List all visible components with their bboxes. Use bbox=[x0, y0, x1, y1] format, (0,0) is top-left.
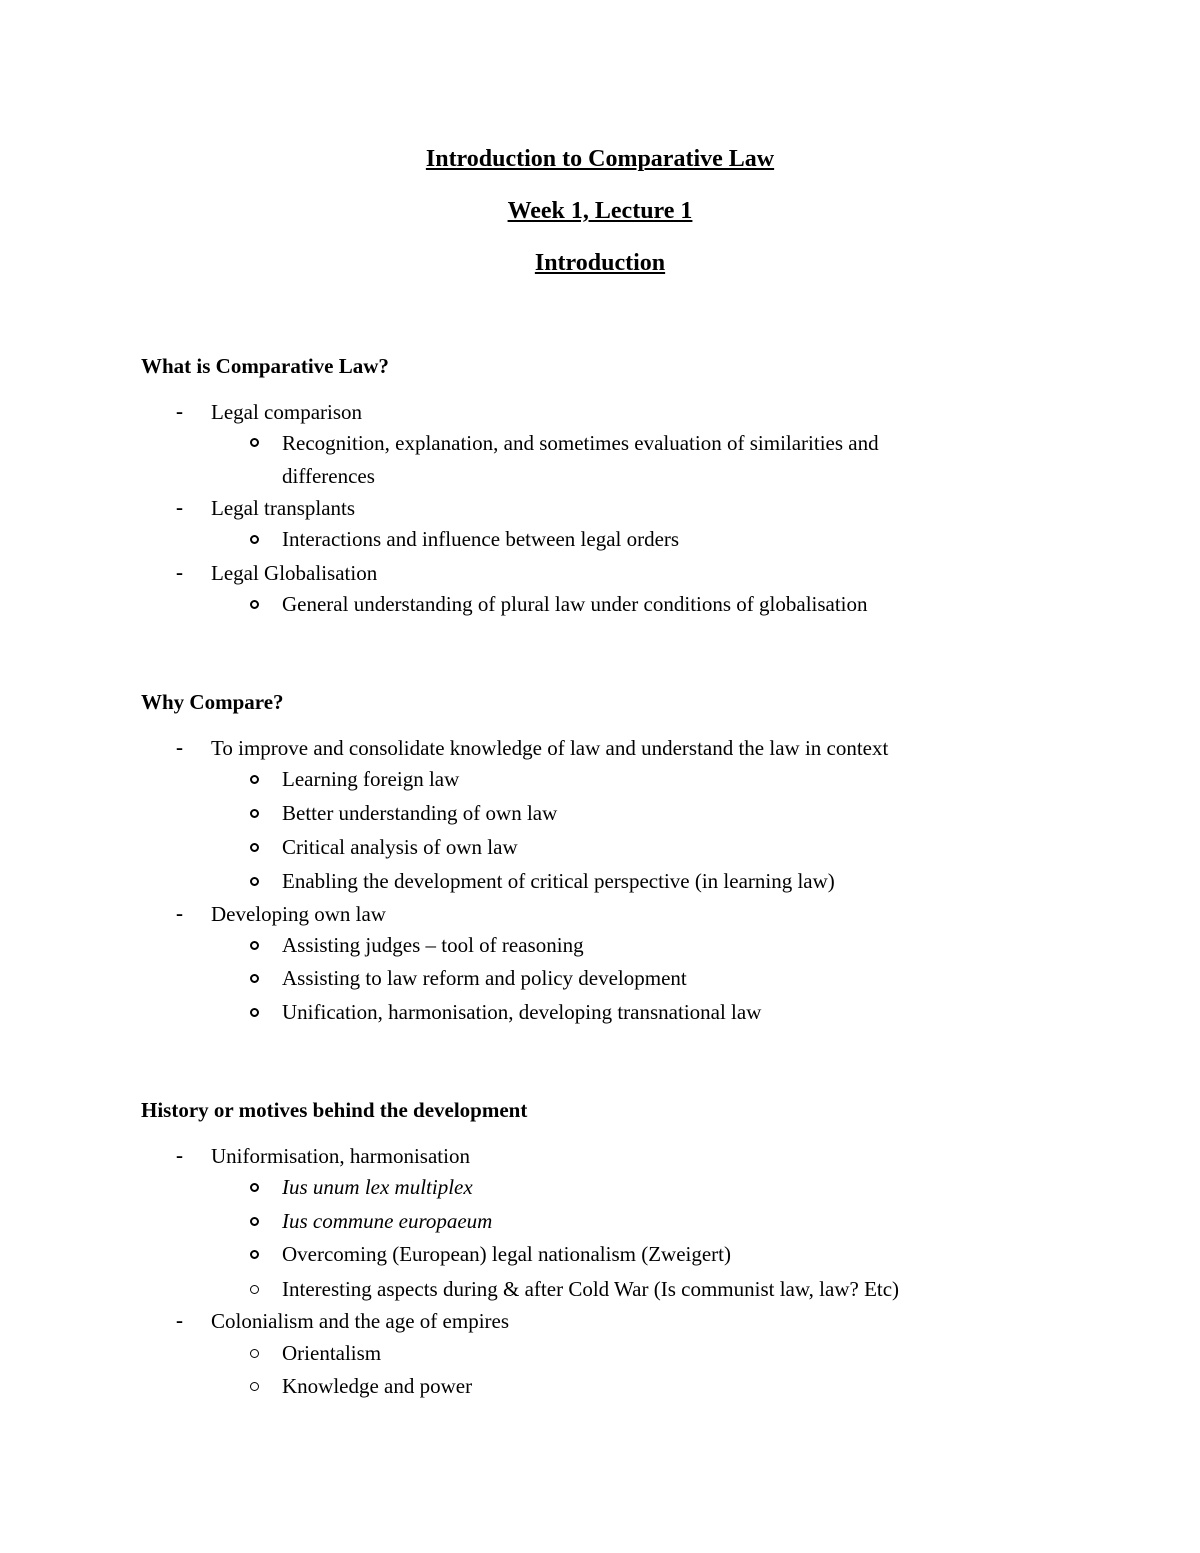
circle-bullet-icon bbox=[250, 600, 259, 609]
sub-list-item: Orientalism bbox=[282, 1341, 382, 1365]
dash-bullet: - bbox=[176, 495, 183, 519]
sub-list-item: Assisting judges – tool of reasoning bbox=[282, 933, 584, 957]
lecture-subtitle: Week 1, Lecture 1 bbox=[507, 198, 693, 224]
circle-bullet-icon bbox=[250, 809, 259, 818]
circle-bullet-icon bbox=[250, 1217, 259, 1226]
sub-list-item: Better understanding of own law bbox=[282, 801, 558, 825]
list-item: Developing own law bbox=[211, 902, 386, 926]
sub-list-item: Critical analysis of own law bbox=[282, 835, 518, 859]
circle-bullet-icon bbox=[250, 1250, 259, 1259]
sub-list-item: Learning foreign law bbox=[282, 767, 460, 791]
dash-bullet: - bbox=[176, 560, 183, 584]
sub-list-item: Assisting to law reform and policy development bbox=[282, 966, 687, 990]
sub-list-item: Unification, harmonisation, developing transnational law bbox=[282, 1000, 762, 1024]
circle-bullet-icon bbox=[250, 1008, 259, 1017]
circle-bullet-icon bbox=[250, 941, 259, 950]
sub-list-item: Interesting aspects during & after Cold War (Is communist law, law? Etc) bbox=[282, 1277, 900, 1301]
dash-bullet: - bbox=[176, 1308, 183, 1332]
dash-bullet: - bbox=[176, 1143, 183, 1167]
list-item: To improve and consolidate knowledge of law and understand the law in context bbox=[211, 736, 889, 760]
list-item: Uniformisation, harmonisation bbox=[211, 1144, 470, 1168]
section-heading: Why Compare? bbox=[141, 690, 284, 714]
sub-list-item: Interactions and influence between legal orders bbox=[282, 527, 680, 551]
sub-list-item: Ius commune europaeum bbox=[282, 1209, 493, 1233]
topic-title: Introduction bbox=[534, 250, 666, 276]
sub-list-item-continuation: differences bbox=[282, 464, 375, 488]
sub-list-item: General understanding of plural law under conditions of globalisation bbox=[282, 592, 868, 616]
sub-list-item: Recognition, explanation, and sometimes evaluation of similarities and bbox=[282, 431, 879, 455]
dash-bullet: - bbox=[176, 901, 183, 925]
circle-bullet-icon bbox=[250, 775, 259, 784]
circle-bullet-icon bbox=[250, 877, 259, 886]
sub-list-item: Knowledge and power bbox=[282, 1374, 473, 1398]
circle-bullet-icon bbox=[250, 1285, 259, 1294]
circle-bullet-icon bbox=[250, 1382, 259, 1391]
sub-list-item: Enabling the development of critical perspective (in learning law) bbox=[282, 869, 835, 893]
circle-bullet-icon bbox=[250, 535, 259, 544]
section-heading: What is Comparative Law? bbox=[141, 354, 389, 378]
circle-bullet-icon bbox=[250, 974, 259, 983]
sub-list-item: Overcoming (European) legal nationalism (Zweigert) bbox=[282, 1242, 731, 1266]
circle-bullet-icon bbox=[250, 438, 259, 447]
section-heading: History or motives behind the development bbox=[141, 1098, 528, 1122]
list-item: Colonialism and the age of empires bbox=[211, 1309, 510, 1333]
list-item: Legal transplants bbox=[211, 496, 356, 520]
circle-bullet-icon bbox=[250, 1183, 259, 1192]
circle-bullet-icon bbox=[250, 843, 259, 852]
course-title: Introduction to Comparative Law bbox=[425, 146, 775, 172]
dash-bullet: - bbox=[176, 399, 183, 423]
sub-list-item: Ius unum lex multiplex bbox=[282, 1175, 473, 1199]
circle-bullet-icon bbox=[250, 1349, 259, 1358]
list-item: Legal comparison bbox=[211, 400, 363, 424]
dash-bullet: - bbox=[176, 735, 183, 759]
list-item: Legal Globalisation bbox=[211, 561, 378, 585]
